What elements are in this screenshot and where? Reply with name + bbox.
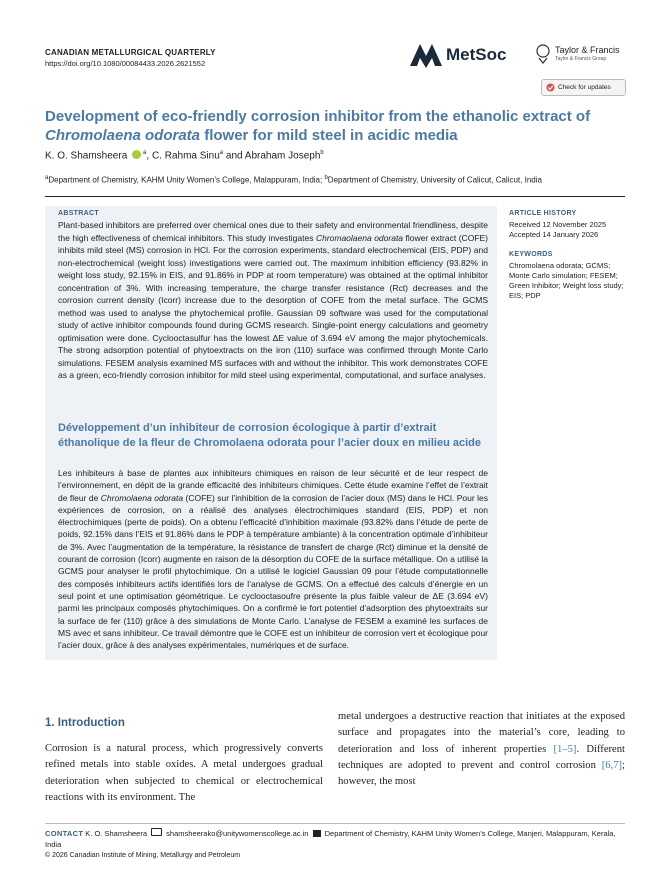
author-3[interactable]: and Abraham Joseph: [223, 150, 321, 162]
email-icon: [151, 828, 162, 836]
citation-link[interactable]: [6,7]: [601, 759, 623, 771]
keywords-list: Chromolaena odorata; GCMS; Monte Carlo simulation; FESEM; Green Inhibitor; Weight loss study; EIS; PDP: [509, 261, 624, 300]
metsoc-logo: [408, 42, 528, 68]
contact-email[interactable]: shamsheerako@unitywomenscollege.ac.in: [164, 829, 311, 838]
tf-emblem-icon: [535, 44, 551, 64]
metsoc-wordmark: MetSoc: [446, 45, 507, 64]
journal-name: CANADIAN METALLURGICAL QUARTERLY: [45, 48, 216, 57]
abstract-heading: ABSTRACT: [58, 210, 99, 217]
accepted-date: Accepted 14 January 2026: [509, 230, 599, 239]
taylor-francis-logo: [535, 44, 625, 66]
introduction-heading: 1. Introduction: [45, 717, 125, 729]
french-title: Développement d’un inhibiteur de corrosion écologique à partir d’extrait éthanolique de la fleur de Chromolaena odorata pour l’acier doux en milieu acide: [58, 422, 481, 449]
metsoc-logo-icon: [408, 42, 444, 68]
check-updates-button[interactable]: [541, 79, 626, 96]
header-divider: [45, 196, 625, 197]
french-abstract-text: Les inhibiteurs à base de plantes aux inhibiteurs chimiques en raison de leur sécurité et de leur respect de l’environnement, en dépit de la grande efficacité des inhibiteurs chimiques. Cette étude examine l’effet de l’extrait de fleur de Chromolaena odorata (COFE) sur l’inhibition de la corrosion de l’acier doux (MS) dans le HCl. Pour les expériences de corrosion, on a réalisé des analyses électrochimiques standard (EIS, PDP) et non électrochimiques (perte de poids). On a obtenu l’efficacité d’inhibition maximale (93.82% dans l’étude de perte de poids, 92.15% dans l’EIS et 91.86% dans le PDP à température ambiante) à la concentration optimale d’inhibiteur de 3%. Avec l’augmentation de la température, la résistance de transfert de charge (Rct) diminue et la densité de courant de corrosion (Icorr) augmente en raison de la désorption du COFE de la surface métallique. On a utilisé la GCMS pour analyser le profil phytochimique. On a utilisé le logiciel Gaussian 09 pour l’étude computationnelle des composés inhibiteurs actifs identifiés lors de l’analyse de GCMS. On a effectué des calculs d’énergie en un seul point et une optimisation géométrique. Le cyclooctasoufre présente la plus faible valeur de ΔE (3.694 eV) parmi les principaux composés phytochimiques. On a confirmé le fort potentiel d’adsorption des phytoextraits sur la surface de fer (110) grâce à des simulations de Monte Carlo. L’analyse de FESEM a examiné les surfaces de MS avec et sans inhibiteur. Ce travail démontre que le COFE est un inhibiteur de corrosion vert et écologique pour l’acier doux, grâce à des analyses expérimentales, numériques et de surface.: [58, 468, 488, 651]
doi-link[interactable]: https://doi.org/10.1080/00084433.2026.2621552: [45, 59, 206, 68]
article-title: Development of eco-friendly corrosion inhibitor from the ethanolic extract of Chromolaena odorata flower for mild steel in acidic media: [45, 108, 591, 144]
intro-column-2: metal undergoes a destructive reaction that initiates at the exposed surface and propagates into the material’s core, leading to deterioration and loss of inherent properties [1–5]. Different techniques are adopted to prevent and control corrosion [6,7]; however, the most: [338, 711, 625, 788]
orcid-icon[interactable]: [132, 150, 141, 159]
contact-info: CONTACT K. O. Shamsheera shamsheerako@unitywomenscollege.ac.in Department of Chemistry, KAHM Unity Women’s College, Manjeri, Malappuram, Kerala, India: [45, 829, 616, 849]
address-icon: [313, 830, 321, 837]
article-history-heading: ARTICLE HISTORY: [509, 210, 577, 217]
keywords-heading: KEYWORDS: [509, 251, 553, 258]
contact-label: CONTACT: [45, 829, 84, 838]
tf-group: Taylor & Francis Group: [555, 56, 607, 62]
intro-column-1: Corrosion is a natural process, which progressively converts refined metals into stable oxides. A metal undergoes gradual deterioration when subjected to chemical or electrochemical reactions with its environment. The: [45, 743, 323, 803]
check-updates-icon: [546, 83, 555, 92]
contact-divider: [45, 823, 625, 824]
tf-name: Taylor & Francis: [555, 45, 620, 55]
author-2[interactable]: , C. Rahma Sinu: [146, 150, 220, 162]
author-1[interactable]: K. O. Shamsheera: [45, 150, 128, 162]
affiliations: $^a$Department of Chemistry, KAHM Unity Women’s College, Malappuram, India; $^b$Department of Chemistry, University of Calicut, Calicut, India: [45, 175, 542, 185]
abstract-text: Plant-based inhibitors are preferred over chemical ones due to their safety and environmental friendliness, despite the high effectiveness of chemical inhibitors. This study investigates Chromaolaena odorata flower extract (COFE) inhibits mild steel (MS) corrosion in HCl. For the corrosion experiments, standard electrochemical (EIS, PDP) and non-electrochemical (weight loss) investigations were carried out. The maximum inhibition efficiency (93.82% in weight loss study, 92.15% in EIS, and 91.86% in PDP at room temperature) was obtained at the optimal inhibitor concentration of 3%. With increasing temperature, the charge transfer resistance (Rct) decreases and the corrosion current density (Icorr) increase due to the desorption of COFE from the metal surface. The GCMS method was used to analyse the phytochemical profile. Gaussian 09 software was used for the computational study of active inhibitor compounds found during GCMS research. Single-point energy calculations and geometry optimisation were done. Cyclooctasulfur has the lowest ΔE value of 3.694 eV among the major phytochemicals. The strong adsorption potential of phytoextracts on the iron (110) surface was confirmed through Monte Carlo simulations. FESEM analysis examined MS surfaces with and without the inhibitor. This work demonstrates COFE as a green, eco-friendly corrosion inhibitor for mild steel using experimental, computational, and surface analyses.: [58, 220, 488, 380]
check-updates-label: Check for updates: [558, 84, 611, 91]
author-list: K. O. Shamsheera $^a$, C. Rahma Sinu$^a$ and Abraham Joseph$^b$: [45, 150, 324, 162]
copyright: © 2026 Canadian Institute of Mining, Metallurgy and Petroleum: [45, 852, 241, 859]
citation-link[interactable]: [1–5]: [553, 743, 577, 755]
received-date: Received 12 November 2025: [509, 220, 607, 229]
